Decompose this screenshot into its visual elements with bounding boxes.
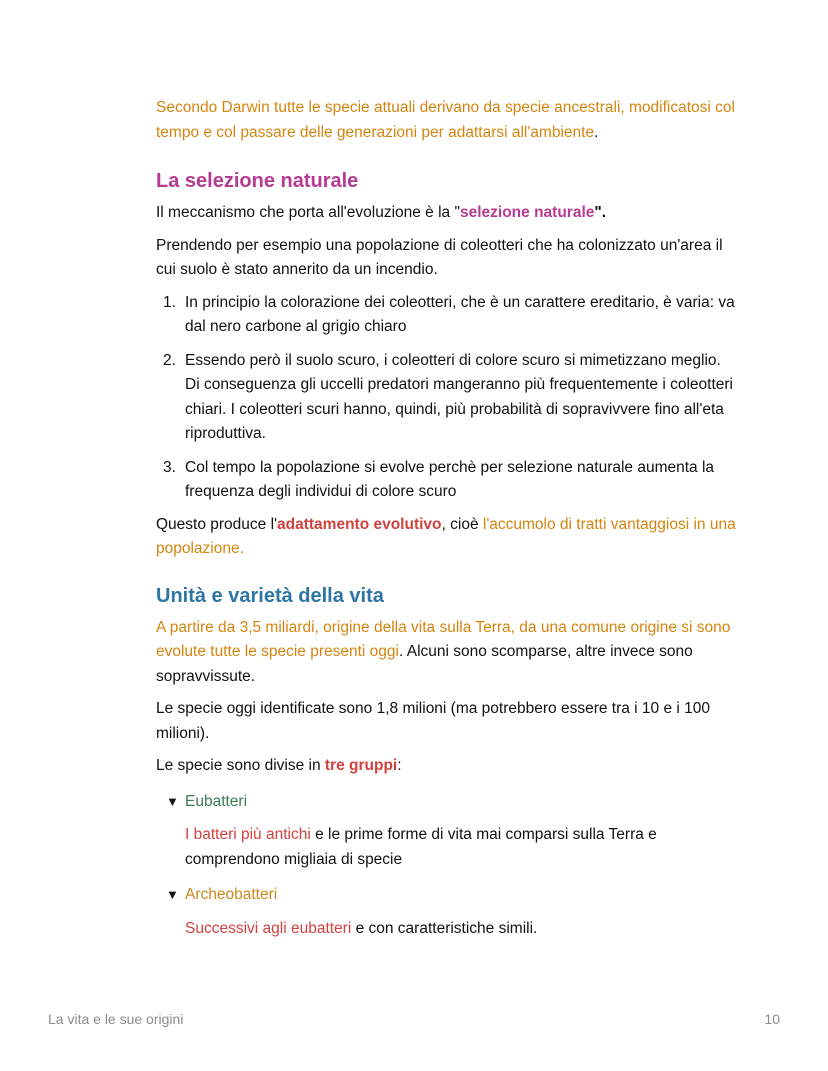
paragraph-gruppi [156,754,736,779]
text-segment: Questo produce l' [156,515,278,533]
text-segment: e con caratteristiche simili. [351,919,538,937]
text-segment: , cioè [441,515,483,533]
text-segment: ". [594,204,607,221]
list-item [156,456,736,505]
list-number: 2. [163,351,176,369]
list-number: 3. [163,458,176,476]
highlight-tre-gruppi: tre gruppi [324,757,398,774]
highlight-successivi: Successivi agli eubatteri [185,919,352,937]
highlight-batteri-antichi: I batteri più antichi [185,826,311,843]
toggle-body-archeobatteri [156,917,736,942]
intro-text: Secondo Darwin tutte le specie attuali derivano da specie ancestrali, modificatosi col tempo e col passare delle generazioni per adattarsi all'ambiente [156,99,735,141]
intro-period: . [594,123,599,141]
heading-unita-varieta: Unità e varietà della vita [156,584,384,607]
ordered-list [156,291,736,505]
page-number: 10 [764,1011,780,1027]
text-segment: : [397,757,402,774]
triangle-down-icon: ▼ [166,793,179,809]
intro-paragraph [156,96,736,145]
list-item-text: Col tempo la popolazione si evolve perchè per selezione naturale aumenta la frequenza degli individui di colore scuro [185,458,715,500]
heading-selezione-naturale: La selezione naturale [156,170,359,192]
toggle-title: Archeobatteri [185,886,278,903]
paragraph-origine [156,616,736,690]
text-segment: e le prime forme di vita mai comparsi sulla Terra e comprendono migliaia di specie [185,826,657,868]
list-item [156,349,736,447]
text-segment: Il meccanismo che porta all'evoluzione è la " [156,204,460,221]
highlight-origine: A partire da 3,5 miliardi, origine della vita sulla Terra, da una comune origine si sono evolute tutte le specie presenti oggi [156,618,731,660]
text-segment: Le specie sono divise in [156,757,325,774]
highlight-adattamento-evolutivo: adattamento evolutivo [277,515,442,533]
triangle-down-icon: ▼ [166,887,179,902]
paragraph-adattamento [156,513,736,562]
toggle-archeobatteri[interactable] [156,883,736,908]
text-segment: . Alcuni sono scomparse, altre invece sono sopravvissute. [156,643,693,685]
toggle-title: Eubatteri [185,792,248,810]
list-number: 1. [163,293,176,311]
paragraph-specie-identificate: Le specie oggi identificate sono 1,8 milioni (ma potrebbero essere tra i 10 e i 100 milioni). [156,700,711,742]
highlight-accumolo: l'accumolo di tratti vantaggiosi in una popolazione. [156,515,736,557]
paragraph-esempio: Prendendo per esempio una popolazione di coleotteri che ha colonizzato un'area il cui suolo è stato annerito da un incendio. [156,236,723,278]
toggle-body-eubatteri [156,823,736,872]
paragraph-meccanismo [156,201,736,226]
list-item-text: Essendo però il suolo scuro, i coleotteri di colore scuro si mimetizzano meglio. Di conseguenza gli uccelli predatori mangeranno più frequentemente i coleotteri chiari. I coleotteri scuri hanno, quindi, più probabilità di sopravivvere fino all'eta riproduttiva. [185,351,733,442]
toggle-eubatteri[interactable] [156,790,736,815]
footer-title: La vita e le sue origini [48,1011,184,1027]
list-item-text: In principio la colorazione dei coleotteri, che è un carattere ereditario, è varia: va dal nero carbone al grigio chiaro [185,293,735,335]
list-item [156,291,736,340]
highlight-selezione-naturale: selezione naturale [459,204,595,221]
page-content [156,96,736,941]
